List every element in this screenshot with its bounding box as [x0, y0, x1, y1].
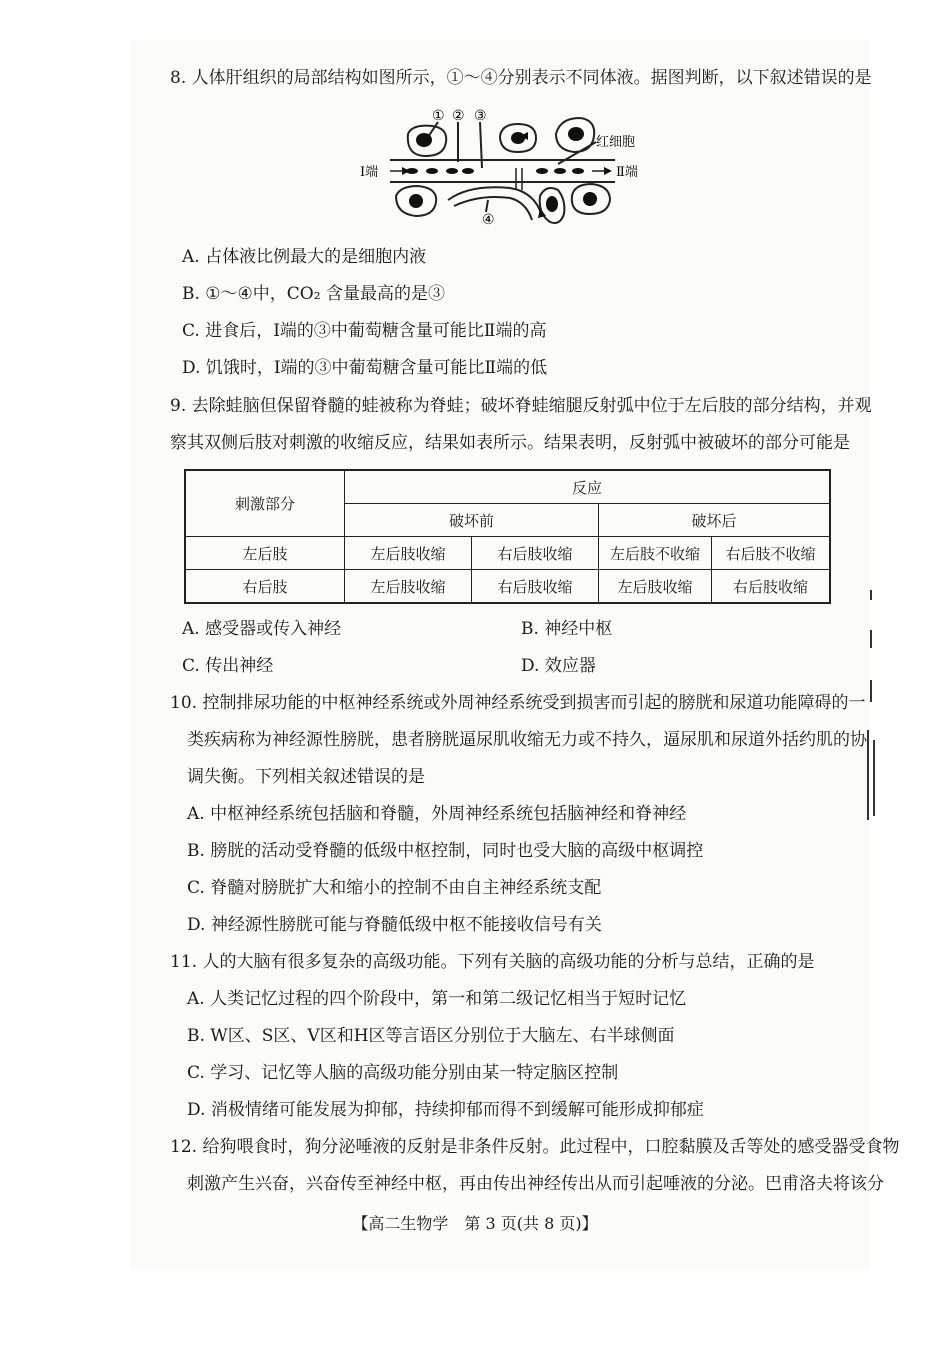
- q9-option-c: C. 传出神经: [182, 656, 274, 676]
- q8-fig-label-2: ②: [452, 108, 465, 124]
- q11-option-c: C. 学习、记忆等人脑的高级功能分别由某一特定脑区控制: [187, 1063, 619, 1083]
- table-cell: 右后肢: [185, 570, 345, 604]
- q9-header-response: 反应: [345, 470, 831, 504]
- q8-fig-end-1: Ⅰ端: [360, 165, 379, 180]
- binding-margin-marks: [862, 590, 880, 830]
- q9-option-a: A. 感受器或传入神经: [182, 619, 342, 639]
- q10-stem-line1: 10. 控制排尿功能的中枢神经系统或外周神经系统受到损害而引起的膀胱和尿道功能障碍的一: [170, 693, 866, 713]
- q10-option-c: C. 脊髓对膀胱扩大和缩小的控制不由自主神经系统支配: [187, 878, 602, 898]
- page-footer: 【高二生物学 第 3 页(共 8 页)】: [352, 1214, 598, 1233]
- q10-option-b: B. 膀胱的活动受脊髓的低级中枢控制，同时也受大脑的高级中枢调控: [187, 841, 704, 861]
- table-cell: 左后肢收缩: [599, 570, 712, 604]
- q8-stem: 8. 人体肝组织的局部结构如图所示，①～④分别表示不同体液。据图判断，以下叙述错误的是: [170, 68, 872, 88]
- table-cell: 右后肢不收缩: [712, 537, 831, 570]
- table-cell: 左后肢收缩: [345, 537, 472, 570]
- q9-header-stimulus: 刺激部分: [185, 470, 345, 537]
- q8-option-c: C. 进食后，Ⅰ端的③中葡萄糖含量可能比Ⅱ端的高: [182, 321, 547, 341]
- table-cell: 左后肢: [185, 537, 345, 570]
- q8-fig-label-4: ④: [482, 212, 495, 228]
- q9-results-table: [184, 469, 831, 604]
- q11-option-b: B. W区、S区、V区和H区等言语区分别位于大脑左、右半球侧面: [187, 1026, 675, 1046]
- q8-fig-label-3: ③: [474, 108, 487, 124]
- q9-stem-line2: 察其双侧后肢对刺激的收缩反应，结果如表所示。结果表明，反射弧中被破坏的部分可能是: [170, 433, 850, 453]
- q8-fig-label-1: ①: [432, 108, 445, 124]
- q9-option-d: D. 效应器: [521, 656, 596, 676]
- table-row: [185, 537, 830, 570]
- table-cell: 左后肢不收缩: [599, 537, 712, 570]
- q11-stem: 11. 人的大脑有很多复杂的高级功能。下列有关脑的高级功能的分析与总结，正确的是: [170, 952, 815, 972]
- table-cell: 右后肢收缩: [472, 537, 599, 570]
- table-cell: 右后肢收缩: [472, 570, 599, 604]
- q8-option-b: B. ①～④中，CO₂ 含量最高的是③: [182, 284, 445, 304]
- q8-option-a: A. 占体液比例最大的是细胞内液: [182, 247, 427, 267]
- q8-fig-end-2: Ⅱ端: [616, 165, 638, 180]
- table-cell: 右后肢收缩: [712, 570, 831, 604]
- q12-stem-line2: 刺激产生兴奋，兴奋传至神经中枢，再由传出神经传出从而引起唾液的分泌。巴甫洛夫将该分: [187, 1174, 884, 1194]
- q8-fig-rbc-label: 红细胞: [596, 135, 636, 150]
- q10-stem-line3: 调失衡。下列相关叙述错误的是: [187, 767, 425, 787]
- q8-option-d: D. 饥饿时，Ⅰ端的③中葡萄糖含量可能比Ⅱ端的低: [182, 358, 548, 378]
- q11-option-a: A. 人类记忆过程的四个阶段中，第一和第二级记忆相当于短时记忆: [187, 989, 687, 1009]
- q10-option-d: D. 神经源性膀胱可能与脊髓低级中枢不能接收信号有关: [187, 915, 602, 935]
- q9-option-b: B. 神经中枢: [521, 619, 613, 639]
- q8-liver-tissue-diagram: [360, 104, 650, 229]
- table-cell: 左后肢收缩: [345, 570, 472, 604]
- q9-stem-line1: 9. 去除蛙脑但保留脊髓的蛙被称为脊蛙；破坏脊蛙缩腿反射弧中位于左后肢的部分结构，并观: [170, 396, 872, 416]
- table-row: [185, 570, 830, 604]
- q9-header-after: 破坏后: [599, 504, 831, 537]
- q9-header-before: 破坏前: [345, 504, 599, 537]
- q11-option-d: D. 消极情绪可能发展为抑郁，持续抑郁而得不到缓解可能形成抑郁症: [187, 1100, 704, 1120]
- q10-option-a: A. 中枢神经系统包括脑和脊髓，外周神经系统包括脑神经和脊神经: [187, 804, 687, 824]
- q12-stem-line1: 12. 给狗喂食时，狗分泌唾液的反射是非条件反射。此过程中，口腔黏膜及舌等处的感受器受食物: [170, 1137, 900, 1157]
- q10-stem-line2: 类疾病称为神经源性膀胱，患者膀胱逼尿肌收缩无力或不持久，逼尿肌和尿道外括约肌的协: [187, 730, 867, 750]
